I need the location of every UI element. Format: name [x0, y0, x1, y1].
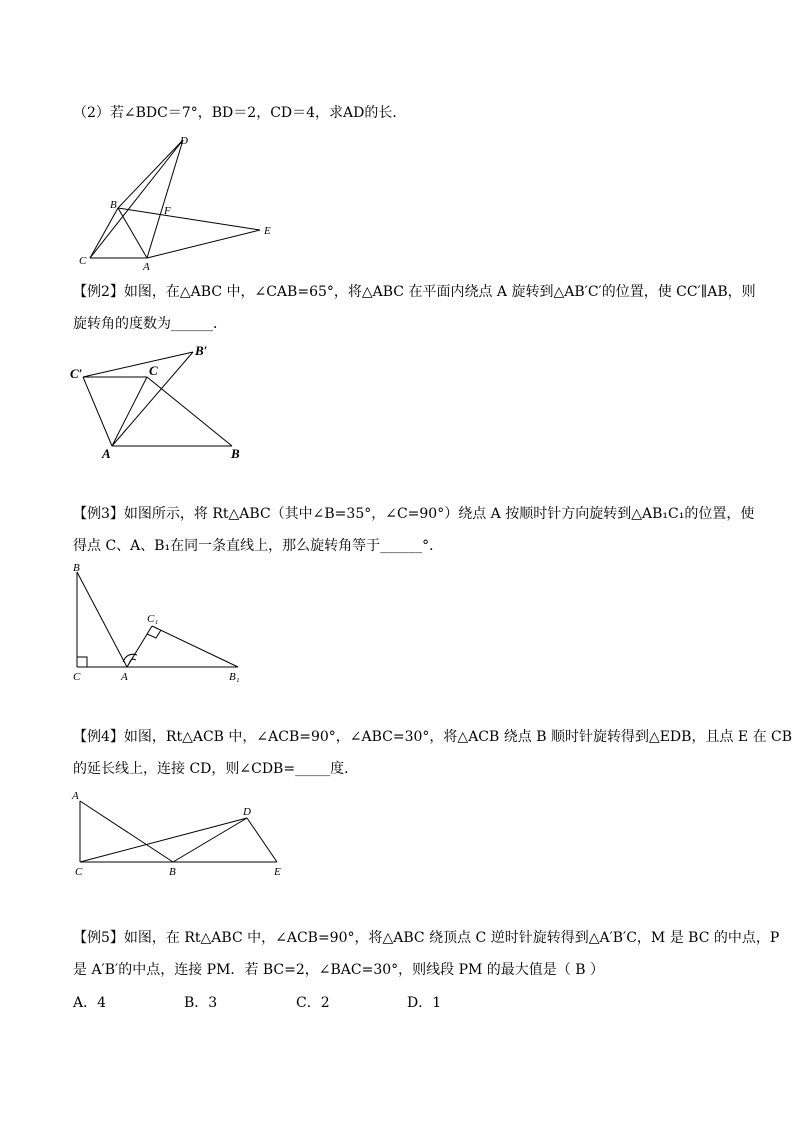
fig1-segment-DB: [118, 140, 183, 208]
option-c: C．2: [296, 995, 330, 1011]
fig2-label-C: C: [149, 363, 158, 378]
fig1-segment-BC: [90, 208, 118, 258]
fig2-segment-CB: [147, 377, 232, 446]
fig3-right-angle-C: [77, 657, 87, 667]
fig4-label-B: B: [169, 866, 176, 878]
fig3-segment-BA: [77, 572, 127, 667]
fig3-label-B: B: [73, 562, 80, 574]
fig2-label-B: B: [231, 446, 240, 461]
fig4-segment-BD: [173, 818, 247, 862]
fig4-label-D: D: [243, 806, 251, 818]
option-a: A．4: [73, 995, 107, 1011]
fig1-label-F: F: [164, 205, 171, 217]
fig4-segment-AB: [80, 801, 173, 862]
question-2-text: （2）若∠BDC＝7°，BD＝2，CD＝4，求AD的长．: [73, 105, 407, 121]
fig1-segment-BA: [118, 208, 147, 258]
fig2-segment-CpBp: [83, 352, 193, 377]
fig4-label-E: E: [274, 866, 281, 878]
example-5-text-line2: 是 A′B′的中点，连接 PM．若 BC=2，∠BAC=30°，则线段 PM 的最大值是（ B ）: [73, 962, 604, 978]
example-2-text-line2: 旋转角的度数为______．: [73, 316, 227, 332]
example-3-text-line2: 得点 C、A、B₁在同一条直线上，那么旋转角等于______°．: [73, 538, 444, 554]
fig2-label-A: A: [102, 446, 111, 461]
fig3-label-C: C: [73, 671, 81, 683]
figure-2-diagram: [65, 340, 265, 465]
option-b: B．3: [184, 995, 218, 1011]
example-4-text-line2: 的延长线上，连接 CD，则∠CDB=_____度．: [73, 761, 359, 777]
fig1-label-E: E: [264, 225, 271, 237]
figure-3-diagram: [65, 560, 265, 690]
example-5-text-line1: 【例5】如图，在 Rt△ABC 中，∠ACB=90°，将△ABC 绕顶点 C 逆时针旋转得到△A′B′C，M 是 BC 的中点，P: [73, 930, 780, 946]
figure-4-diagram: [65, 785, 295, 885]
example-4-text-line1: 【例4】如图，Rt△ACB 中，∠ACB=90°，∠ABC=30°，将△ACB 绕点 B 顺时针旋转得到△EDB，且点 E 在 CB: [73, 729, 793, 745]
fig1-label-D: D: [180, 135, 188, 147]
option-d: D．1: [407, 995, 442, 1011]
fig4-segment-DE: [247, 818, 277, 862]
fig3-label-B1: B₁: [229, 671, 240, 683]
fig1-label-B: B: [110, 199, 117, 211]
example-2-text-line1: 【例2】如图，在△ABC 中，∠CAB=65°，将△ABC 在平面内绕点 A 旋转到△AB′C′的位置，使 CC′∥AB，则: [73, 284, 756, 300]
fig1-label-C: C: [79, 255, 87, 267]
fig3-label-A: A: [121, 671, 128, 683]
fig4-label-A: A: [72, 790, 79, 802]
fig2-label-Bp: B′: [195, 343, 208, 358]
fig3-segment-C1B1: [152, 626, 238, 667]
fig2-segment-CpA: [83, 377, 112, 446]
figure-1-diagram: [70, 130, 290, 275]
example-3-text-line1: 【例3】如图所示，将 Rt△ABC（其中∠B=35°，∠C=90°）绕点 A 按顺时针方向旋转到△AB₁C₁的位置，使: [73, 506, 755, 522]
fig4-label-C: C: [75, 866, 83, 878]
fig1-segment-BE: [118, 208, 260, 230]
fig1-segment-AE: [147, 230, 260, 258]
fig1-segment-DA: [147, 140, 183, 258]
fig1-label-A: A: [143, 261, 150, 273]
fig3-label-C1: C₁: [147, 613, 159, 625]
fig2-label-Cp: C′: [70, 366, 83, 381]
